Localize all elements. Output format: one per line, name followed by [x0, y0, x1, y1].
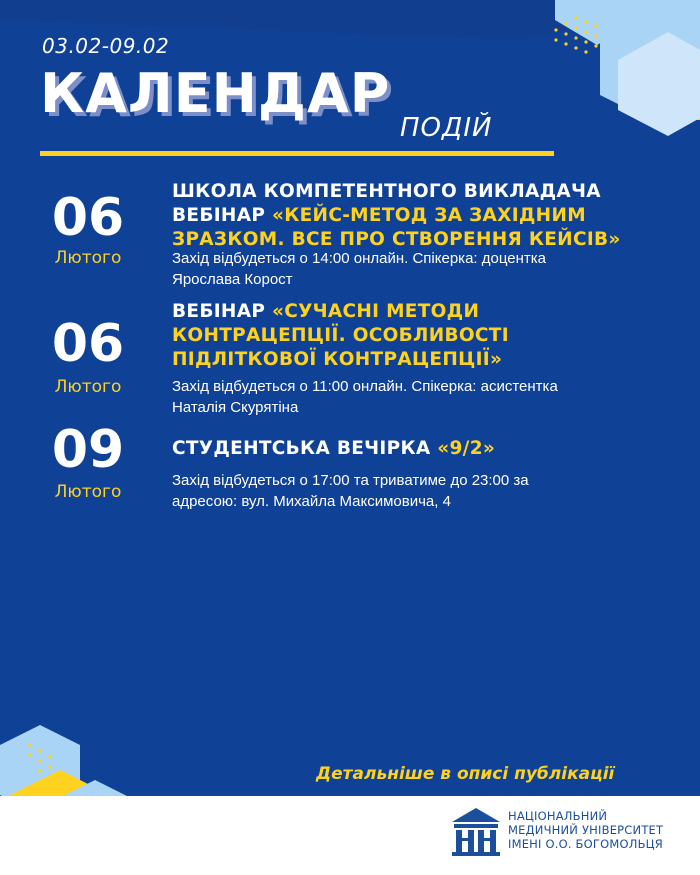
event-title-part: КОНТРАЦЕПЦІЇ. ОСОБЛИВОСТІ: [172, 325, 509, 346]
event-title-part: ВЕБІНАР: [172, 301, 272, 322]
event-day: 09: [51, 420, 125, 480]
event-title-part: «СУЧАСНІ МЕТОДИ: [271, 301, 480, 322]
event-description-line: Ярослава Корост: [172, 271, 293, 288]
university-name-line: ІМЕНІ О.О. БОГОМОЛЬЦЯ: [508, 837, 663, 851]
event-title-part: ВЕБІНАР: [172, 205, 272, 226]
event-day: 06: [51, 188, 125, 248]
event-month: Лютого: [54, 482, 122, 502]
event-title-part: СТУДЕНТСЬКА ВЕЧІРКА: [172, 438, 438, 459]
event-title-part: «КЕЙС-МЕТОД ЗА ЗАХІДНИМ: [271, 205, 586, 226]
event-title-part: ЗРАЗКОМ. ВСЕ ПРО СТВОРЕННЯ КЕЙСІВ»: [172, 229, 621, 250]
title-underline: [40, 151, 554, 156]
event-description-line: адресою: вул. Михайла Максимовича, 4: [172, 493, 451, 510]
event-title: [172, 180, 662, 252]
event-description: [172, 248, 622, 290]
event-description: [172, 470, 622, 512]
page-subtitle: ПОДІЙ: [400, 113, 493, 143]
event-title-part: ПІДЛІТКОВОЇ КОНТРАЦЕПЦІЇ»: [172, 349, 503, 370]
university-name-line: МЕДИЧНИЙ УНІВЕРСИТЕТ: [508, 823, 664, 837]
event-month: Лютого: [54, 377, 122, 397]
university-name: [508, 809, 698, 851]
event-description-line: Захід відбудеться о 14:00 онлайн. Спікерка: доцентка: [172, 250, 546, 267]
event-description-line: Наталія Скурятіна: [172, 399, 299, 416]
event-description: [172, 376, 622, 418]
date-range: 03.02-09.02: [42, 34, 170, 58]
event-title: [172, 300, 662, 372]
event-title-part: «9/2»: [437, 438, 496, 459]
event-description-line: Захід відбудеться о 17:00 та триватиме до 23:00 за: [172, 472, 529, 489]
event-title-part: ШКОЛА КОМПЕТЕНТНОГО ВИКЛАДАЧА: [172, 181, 601, 202]
event-title: [172, 437, 662, 461]
event-description-line: Захід відбудеться о 11:00 онлайн. Спікерка: асистентка: [172, 378, 558, 395]
university-name-line: НАЦІОНАЛЬНИЙ: [508, 809, 608, 823]
event-day: 06: [51, 314, 125, 374]
page-title: КАЛЕНДАР: [40, 62, 391, 125]
university-logo-icon: [448, 806, 504, 858]
details-caption: Детальніше в описі публікації: [316, 764, 615, 784]
event-month: Лютого: [54, 248, 122, 268]
